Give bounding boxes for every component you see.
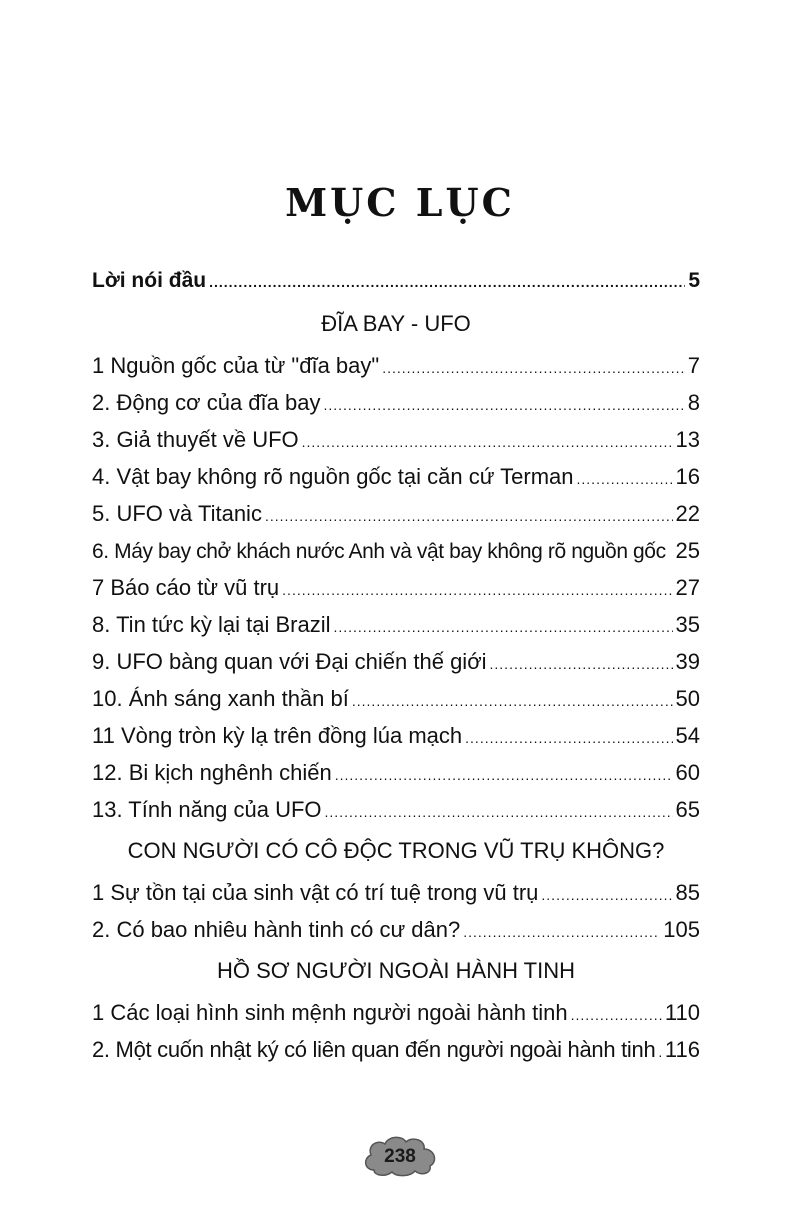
dot-leader (209, 264, 685, 299)
toc-entry-page: 110 (664, 1000, 700, 1025)
toc-entry-label: 2. Động cơ của đĩa bay (92, 390, 321, 415)
toc-entry-label: 2. Có bao nhiêu hành tinh có cư dân? (92, 917, 461, 942)
toc-entry[interactable] (92, 384, 700, 421)
toc-entry[interactable] (92, 791, 700, 828)
dot-leader (463, 914, 660, 948)
toc-entry[interactable] (92, 606, 700, 643)
cloud-badge-icon (360, 1132, 440, 1178)
toc-entry-label: 9. UFO bàng quan với Đại chiến thế giới (92, 649, 487, 674)
section-heading: HỒ SƠ NGƯỜI NGOÀI HÀNH TINH (216, 958, 576, 983)
toc-entry-label: 1 Nguồn gốc của từ "đĩa bay" (92, 353, 380, 378)
dot-leader (265, 498, 673, 532)
toc-entry-label: 3. Giả thuyết về UFO (92, 427, 299, 452)
toc-entry[interactable] (92, 421, 700, 458)
toc-entry[interactable] (92, 569, 700, 606)
toc-entry[interactable] (92, 643, 700, 680)
toc-entry[interactable] (92, 347, 700, 384)
toc-entry[interactable] (92, 532, 700, 569)
toc-entry-page: 13 (675, 427, 700, 452)
toc-entry-page: 85 (675, 880, 700, 905)
toc-entry[interactable] (92, 458, 700, 495)
toc-entry-page: 39 (675, 649, 700, 674)
toc-entry[interactable] (92, 994, 700, 1031)
dot-leader (382, 350, 685, 384)
toc-entry[interactable] (92, 717, 700, 754)
dot-leader (490, 646, 673, 680)
dot-leader (335, 757, 673, 791)
table-of-contents (92, 262, 700, 1068)
section-heading: CON NGƯỜI CÓ CÔ ĐỘC TRONG VŨ TRỤ KHÔNG? (127, 838, 665, 863)
page-number-badge (360, 1132, 440, 1178)
page-number: 238 (384, 1146, 416, 1167)
toc-entry[interactable] (92, 1031, 700, 1068)
toc-entry-label: 12. Bi kịch nghênh chiến (92, 760, 332, 785)
dot-leader (541, 877, 672, 911)
toc-entry[interactable] (92, 680, 700, 717)
toc-entry-label: 1 Các loại hình sinh mệnh người ngoài hành tinh (92, 1000, 568, 1025)
toc-entry[interactable] (92, 754, 700, 791)
toc-entry-page: 60 (675, 760, 700, 785)
toc-entry-label: 5. UFO và Titanic (92, 501, 262, 526)
toc-entry-page: 105 (663, 917, 700, 942)
toc-entry[interactable] (92, 911, 700, 948)
toc-entry-page: 16 (675, 464, 700, 489)
toc-entry-label: 4. Vật bay không rõ nguồn gốc tại căn cứ Terman (92, 464, 574, 489)
toc-entry-page: 7 (687, 353, 700, 378)
toc-entry-page: 35 (675, 612, 700, 637)
toc-entry-label: 10. Ánh sáng xanh thần bí (92, 686, 349, 711)
toc-entry-label: 13. Tính năng của UFO (92, 797, 322, 822)
toc-entry-label: Lời nói đầu (92, 269, 207, 292)
toc-entry-page: 8 (687, 390, 700, 415)
toc-entry-page: 27 (675, 575, 700, 600)
toc-entry-label: 6. Máy bay chở khách nước Anh và vật bay không rõ nguồn gốc (92, 540, 666, 563)
dot-leader (325, 794, 673, 828)
dot-leader (333, 609, 672, 643)
dot-leader (352, 683, 673, 717)
toc-entry-page: 25 (675, 538, 700, 563)
dot-leader (577, 461, 673, 495)
toc-entry-label: 1 Sự tồn tại của sinh vật có trí tuệ trong vũ trụ (92, 880, 539, 905)
toc-entry-page: 5 (688, 269, 700, 292)
toc-entry-label: 8. Tin tức kỳ lại tại Brazil (92, 612, 331, 637)
dot-leader (282, 572, 672, 606)
toc-entry-page: 54 (675, 723, 700, 748)
toc-entry-label: 2. Một cuốn nhật ký có liên quan đến người ngoài hành tinh (92, 1037, 656, 1062)
toc-entry-page: 22 (675, 501, 700, 526)
dot-leader (571, 997, 662, 1031)
toc-entry[interactable] (92, 495, 700, 532)
toc-entry-label: 7 Báo cáo từ vũ trụ (92, 575, 280, 600)
section-heading: ĐĨA BAY - UFO (321, 311, 471, 336)
dot-leader (323, 387, 684, 421)
dot-leader (302, 424, 673, 458)
toc-entry-page: 116 (664, 1037, 700, 1062)
page-title: MỤC LỤC (285, 180, 515, 225)
toc-entry-intro[interactable] (92, 262, 700, 299)
dot-leader (658, 1034, 662, 1068)
toc-entry-page: 65 (675, 797, 700, 822)
toc-entry-page: 50 (675, 686, 700, 711)
toc-entry-label: 11 Vòng tròn kỳ lạ trên đồng lúa mạch (92, 723, 463, 748)
dot-leader (465, 720, 672, 754)
toc-entry[interactable] (92, 874, 700, 911)
